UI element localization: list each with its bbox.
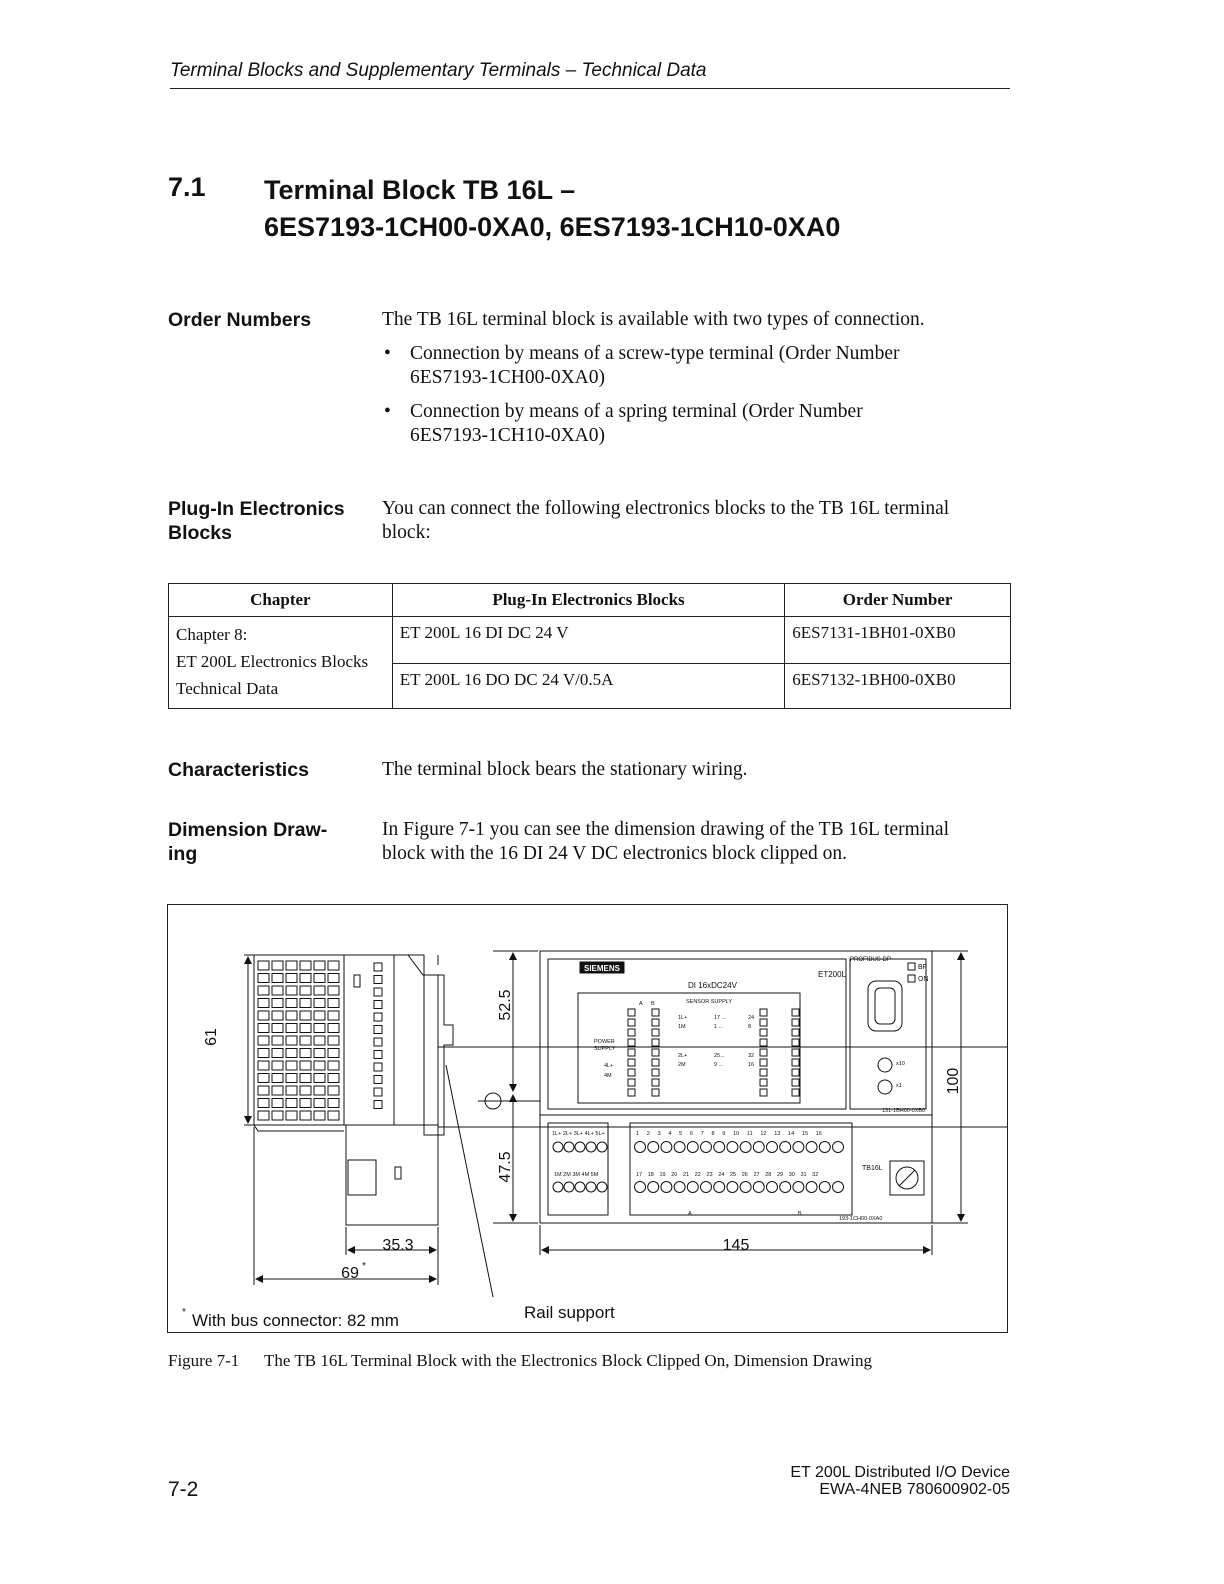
- side-latch-cell: [374, 976, 382, 984]
- led-indicator: [760, 1059, 767, 1066]
- running-header-title: Terminal Blocks and Supplementary Terminals – Technical Data: [170, 60, 707, 81]
- dim-69-star: *: [362, 1261, 366, 1272]
- led-indicator: [628, 1069, 635, 1076]
- signal-bottom-labels: 17 18 19 20 21 22 23 24 25 26 27 28 29 30 31 32: [636, 1172, 819, 1178]
- terminal-rows: [553, 1142, 844, 1193]
- side-contour: [394, 955, 438, 1135]
- signal-terminal: [635, 1182, 646, 1193]
- grid-cell: [286, 999, 297, 1008]
- grid-cell: [300, 999, 311, 1008]
- side-cover-grid: [258, 961, 382, 1120]
- led-indicator: [652, 1039, 659, 1046]
- grid-cell: [258, 986, 269, 995]
- grid-cell: [258, 1099, 269, 1108]
- plugin-text: [382, 497, 1012, 545]
- led-indicator: [760, 1049, 767, 1056]
- table-header-order: Order Number: [785, 584, 1011, 617]
- bullet-line: • Connection by means of a spring terminal (Order Number: [410, 401, 863, 422]
- footer-document: [790, 1464, 1010, 1498]
- signal-terminal: [648, 1142, 659, 1153]
- grid-cell: [314, 986, 325, 995]
- signal-terminal: [714, 1182, 725, 1193]
- signal-terminal: [674, 1182, 685, 1193]
- led-indicator: [628, 1079, 635, 1086]
- range-16-label: 16: [748, 1062, 755, 1068]
- section-title-line1: Terminal Block TB 16L –: [264, 175, 576, 205]
- grid-cell: [286, 1111, 297, 1120]
- side-latch-cell: [374, 1063, 382, 1071]
- grid-cell: [272, 1086, 283, 1095]
- grid-cell: [314, 961, 325, 970]
- led-indicator: [792, 1019, 799, 1026]
- dimension-text: [382, 818, 1012, 866]
- signal-terminal: [806, 1182, 817, 1193]
- grid-cell: [314, 1011, 325, 1020]
- supply-terminal: [553, 1142, 563, 1152]
- table-header-row: [169, 584, 1011, 617]
- led-indicator: [760, 1089, 767, 1096]
- dimension-text-line: block with the 16 DI 24 V DC electronics block clipped on.: [382, 843, 848, 864]
- grid-cell: [272, 961, 283, 970]
- led-indicator: [628, 1019, 635, 1026]
- signal-terminal: [833, 1182, 844, 1193]
- rail-support-label: Rail support: [524, 1303, 615, 1322]
- led-indicator: [760, 1019, 767, 1026]
- plugin-text-line: block:: [382, 522, 431, 543]
- plugin-text-line: You can connect the following electronics blocks to the TB 16L terminal: [382, 498, 950, 519]
- signal-terminal: [819, 1182, 830, 1193]
- grid-cell: [258, 1111, 269, 1120]
- front-module: [540, 951, 932, 1115]
- led-indicator: [760, 1029, 767, 1036]
- led-indicator: [652, 1089, 659, 1096]
- bullet-item-screw: [382, 342, 1012, 390]
- grid-cell: [300, 1061, 311, 1070]
- grid-cell: [286, 1049, 297, 1058]
- side-latch-cell: [374, 1076, 382, 1084]
- grid-cell: [314, 1061, 325, 1070]
- led-indicator: [628, 1059, 635, 1066]
- figure-caption: [168, 1351, 872, 1371]
- m2-label: 2M: [678, 1062, 686, 1068]
- signal-terminal: [793, 1142, 804, 1153]
- signal-terminal: [661, 1142, 672, 1153]
- range-9-label: 9 ...: [714, 1062, 724, 1068]
- grid-cell: [272, 999, 283, 1008]
- led-indicator: [792, 1069, 799, 1076]
- grid-cell: [272, 1099, 283, 1108]
- grid-cell: [314, 1099, 325, 1108]
- led-indicator: [628, 1049, 635, 1056]
- side-terminal-slot: [348, 1160, 376, 1195]
- section-number: 7.1: [168, 172, 206, 202]
- side-bottom-edge: [254, 1125, 344, 1131]
- led-indicator: [628, 1009, 635, 1016]
- signal-top-labels: 1 2 3 4 5 6 7 8 9 10 11 12 13 14 15 16: [636, 1131, 822, 1137]
- led-indicator: [652, 1029, 659, 1036]
- grid-cell: [272, 1024, 283, 1033]
- signal-terminal: [753, 1182, 764, 1193]
- running-header: [170, 60, 1010, 89]
- chapter-line: Chapter 8:: [176, 625, 248, 644]
- grid-cell: [314, 999, 325, 1008]
- side-latch-cell: [374, 1026, 382, 1034]
- signal-terminal: [780, 1142, 791, 1153]
- tb-screw-slot: [899, 1170, 915, 1186]
- plugin-heading-line: Blocks: [168, 522, 232, 544]
- grid-cell: [328, 999, 339, 1008]
- signal-terminal: [806, 1142, 817, 1153]
- grid-cell: [314, 1111, 325, 1120]
- module-et200l-label: ET200L: [818, 970, 847, 979]
- bullet-line: • Connection by means of a screw-type terminal (Order Number: [410, 343, 900, 364]
- range-1-label: 1 ...: [714, 1024, 724, 1030]
- grid-cell: [328, 1074, 339, 1083]
- grid-cell: [286, 1061, 297, 1070]
- dimension-heading: [168, 818, 368, 866]
- side-latch-cell: [374, 1001, 382, 1009]
- grid-cell: [300, 1074, 311, 1083]
- led-indicator: [652, 1069, 659, 1076]
- grid-cell: [258, 1061, 269, 1070]
- grid-cell: [272, 1074, 283, 1083]
- grid-cell: [328, 1099, 339, 1108]
- supply-terminal: [564, 1142, 574, 1152]
- supply-terminal: [575, 1142, 585, 1152]
- grid-cell: [286, 1099, 297, 1108]
- rotary-x1-icon: [878, 1080, 892, 1094]
- bf-label: BF: [918, 964, 927, 971]
- grid-cell: [314, 1024, 325, 1033]
- led-indicator: [652, 1049, 659, 1056]
- rail-leader: [446, 1065, 493, 1297]
- supply-terminal: [564, 1182, 574, 1192]
- tb16l-label: TB16L: [862, 1165, 883, 1172]
- signal-terminal: [780, 1182, 791, 1193]
- supply-terminal: [553, 1182, 563, 1192]
- sensor-supply-label: SENSOR SUPPLY: [686, 999, 733, 1005]
- led-indicator: [760, 1009, 767, 1016]
- footer-doc-line2: EWA-4NEB 780600902-05: [819, 1481, 1010, 1498]
- signal-terminal: [793, 1182, 804, 1193]
- signal-terminal: [687, 1142, 698, 1153]
- supply-terminal: [597, 1182, 607, 1192]
- bf-led: [908, 963, 915, 970]
- module-type-label: DI 16xDC24V: [688, 981, 737, 990]
- grid-cell: [300, 1086, 311, 1095]
- l2-label: 2L+: [678, 1053, 688, 1059]
- chapter-line: ET 200L Electronics Blocks: [176, 652, 369, 671]
- dim-61-label: 61: [203, 1028, 220, 1046]
- grid-cell: [286, 1036, 297, 1045]
- grid-cell: [328, 1049, 339, 1058]
- signal-terminal: [740, 1182, 751, 1193]
- led-indicator: [628, 1089, 635, 1096]
- grid-cell: [258, 1049, 269, 1058]
- grid-cell: [314, 1049, 325, 1058]
- supply-label: SUPPLY: [594, 1046, 616, 1052]
- grid-cell: [300, 1049, 311, 1058]
- x1-label: x1: [896, 1083, 902, 1089]
- side-terminal-mark: [395, 1167, 401, 1179]
- range-8-label: 8: [748, 1024, 752, 1030]
- l1-label: 1L+: [678, 1015, 688, 1021]
- grid-cell: [286, 1024, 297, 1033]
- led-indicator: [792, 1039, 799, 1046]
- led-indicator: [652, 1079, 659, 1086]
- range-17-label: 17 ...: [714, 1015, 727, 1021]
- grid-cell: [272, 974, 283, 983]
- led-indicator: [628, 1039, 635, 1046]
- order-cell: 6ES7131-1BH01-0XB0: [785, 617, 1011, 664]
- x10-label: x10: [896, 1061, 905, 1067]
- supply-terminal: [586, 1182, 596, 1192]
- side-latch-cell: [374, 1088, 382, 1096]
- figure-caption-text: The TB 16L Terminal Block with the Electronics Block Clipped On, Dimension Drawing: [264, 1351, 873, 1370]
- signal-terminal: [648, 1182, 659, 1193]
- grid-cell: [258, 1036, 269, 1045]
- block-cell: ET 200L 16 DI DC 24 V: [392, 617, 784, 664]
- module-order-label: 131-1BH00-0XB0: [882, 1108, 926, 1114]
- led-indicator: [760, 1069, 767, 1076]
- led-indicator: [652, 1019, 659, 1026]
- side-slot: [354, 975, 360, 987]
- grid-cell: [300, 974, 311, 983]
- led-indicator: [792, 1009, 799, 1016]
- rotary-x10-icon: [878, 1058, 892, 1072]
- grid-cell: [328, 1061, 339, 1070]
- grid-cell: [286, 961, 297, 970]
- grid-cell: [258, 1086, 269, 1095]
- grid-cell: [300, 961, 311, 970]
- grid-cell: [286, 1086, 297, 1095]
- grid-cell: [286, 1074, 297, 1083]
- signal-terminal: [740, 1142, 751, 1153]
- grid-cell: [258, 961, 269, 970]
- side-latch-cell: [374, 988, 382, 996]
- siemens-logo-text: SIEMENS: [583, 964, 621, 973]
- dim-52-5-label: 52.5: [497, 989, 514, 1021]
- order-numbers-intro: The TB 16L terminal block is available with two types of connection.: [382, 309, 925, 330]
- range-32-label: 32: [748, 1053, 755, 1059]
- signal-terminal: [753, 1142, 764, 1153]
- side-terminal-body: [346, 1125, 438, 1225]
- grid-cell: [272, 1011, 283, 1020]
- on-led: [908, 975, 915, 982]
- led-indicator: [628, 1029, 635, 1036]
- grid-cell: [300, 986, 311, 995]
- section-title-line2: 6ES7193-1CH00-0XA0, 6ES7193-1CH10-0XA0: [264, 212, 841, 242]
- grid-cell: [272, 1061, 283, 1070]
- grid-cell: [258, 999, 269, 1008]
- m1-label: 1M: [678, 1024, 686, 1030]
- dim-145-label: 145: [722, 1237, 750, 1254]
- signal-terminal: [701, 1182, 712, 1193]
- signal-terminal: [687, 1182, 698, 1193]
- plugin-heading: [168, 497, 368, 545]
- grid-cell: [328, 1011, 339, 1020]
- grid-cell: [272, 986, 283, 995]
- grid-cell: [258, 1074, 269, 1083]
- supply-bottom-labels: 1M 2M 3M 4M 5M: [554, 1172, 599, 1178]
- characteristics-text: The terminal block bears the stationary wiring.: [382, 759, 748, 780]
- led-indicator: [652, 1009, 659, 1016]
- side-latch-cell: [374, 963, 382, 971]
- led-indicator: [760, 1039, 767, 1046]
- front-outline: [540, 951, 932, 1223]
- side-latch-cell: [374, 1038, 382, 1046]
- grid-cell: [300, 1011, 311, 1020]
- side-latch-cell: [374, 1101, 382, 1109]
- signal-terminal: [767, 1182, 778, 1193]
- led-indicator: [792, 1079, 799, 1086]
- order-numbers-heading: Order Numbers: [168, 309, 312, 331]
- terminal-a-label: A: [688, 1211, 692, 1217]
- dimension-figure: [167, 904, 1008, 1333]
- block-cell: ET 200L 16 DO DC 24 V/0.5A: [392, 663, 784, 708]
- front-view: [540, 951, 932, 1223]
- led-indicator: [792, 1059, 799, 1066]
- on-label: ON: [918, 976, 929, 983]
- dim-100-label: 100: [945, 1067, 962, 1095]
- side-side: [394, 955, 424, 1125]
- grid-cell: [328, 1024, 339, 1033]
- led-indicator: [652, 1059, 659, 1066]
- signal-terminal: [674, 1142, 685, 1153]
- grid-cell: [314, 974, 325, 983]
- side-cover: [254, 955, 344, 1125]
- footer-doc-line1: ET 200L Distributed I/O Device: [790, 1464, 1010, 1481]
- grid-cell: [300, 1024, 311, 1033]
- grid-cell: [258, 974, 269, 983]
- power-label: POWER: [594, 1039, 615, 1045]
- grid-cell: [272, 1111, 283, 1120]
- signal-terminal: [727, 1182, 738, 1193]
- figure-caption-number: Figure 7-1: [168, 1351, 240, 1370]
- grid-cell: [300, 1099, 311, 1108]
- chapter-line: Technical Data: [176, 679, 279, 698]
- led-indicator: [792, 1029, 799, 1036]
- table-header-chapter: Chapter: [169, 584, 393, 617]
- side-clip: [438, 975, 453, 1135]
- led-indicator: [760, 1079, 767, 1086]
- grid-cell: [272, 1049, 283, 1058]
- table-row: [169, 617, 1011, 664]
- bullet-item-spring: [382, 400, 1012, 448]
- side-body: [344, 955, 394, 1125]
- grid-cell: [258, 1011, 269, 1020]
- led-indicator: [792, 1049, 799, 1056]
- grid-cell: [314, 1074, 325, 1083]
- dim-35-3-label: 35.3: [382, 1237, 414, 1254]
- page-number: 7-2: [168, 1478, 199, 1501]
- table-header-blocks: Plug-In Electronics Blocks: [392, 584, 784, 617]
- grid-cell: [272, 1036, 283, 1045]
- bullet-line: 6ES7193-1CH00-0XA0): [410, 367, 605, 388]
- side-latch-cell: [374, 1013, 382, 1021]
- grid-cell: [328, 1086, 339, 1095]
- grid-cell: [300, 1111, 311, 1120]
- grid-cell: [328, 986, 339, 995]
- grid-cell: [328, 1036, 339, 1045]
- grid-cell: [300, 1036, 311, 1045]
- profibus-label: PROFIBUS-DP: [850, 957, 892, 963]
- range-25-label: 25...: [714, 1053, 725, 1059]
- dim-69-label: 69: [341, 1265, 359, 1282]
- footnote-text: With bus connector: 82 mm: [192, 1311, 399, 1330]
- range-24-label: 24: [748, 1015, 755, 1021]
- dimension-text-line: In Figure 7-1 you can see the dimension drawing of the TB 16L terminal: [382, 819, 949, 840]
- m4-label: 4M: [604, 1073, 612, 1079]
- grid-cell: [258, 1024, 269, 1033]
- l4-label: 4L+: [604, 1063, 614, 1069]
- signal-terminal: [714, 1142, 725, 1153]
- column-b-label: B: [651, 1001, 655, 1007]
- signal-terminal: [661, 1182, 672, 1193]
- order-cell: 6ES7132-1BH00-0XB0: [785, 663, 1011, 708]
- grid-cell: [328, 974, 339, 983]
- terminal-b-label: B: [798, 1211, 802, 1217]
- signal-terminal: [767, 1142, 778, 1153]
- order-numbers-body: [382, 308, 1012, 448]
- plugin-heading-line: Plug-In Electronics: [168, 498, 345, 520]
- dimension-drawing: [168, 905, 1007, 1332]
- bullet-line: 6ES7193-1CH10-0XA0): [410, 425, 605, 446]
- dimension-heading-line: Dimension Draw-: [168, 819, 328, 841]
- side-view: [254, 955, 453, 1225]
- led-indicator: [792, 1089, 799, 1096]
- dimension-heading-line: ing: [168, 843, 198, 865]
- signal-terminal: [727, 1142, 738, 1153]
- supply-terminal: [597, 1142, 607, 1152]
- electronics-blocks-table: [168, 583, 1011, 709]
- signal-terminal: [701, 1142, 712, 1153]
- dsub-inner: [875, 988, 895, 1024]
- signal-terminal: [635, 1142, 646, 1153]
- footnote-star: *: [182, 1307, 186, 1318]
- characteristics-heading: Characteristics: [168, 759, 309, 781]
- grid-cell: [286, 1011, 297, 1020]
- supply-top-labels: 1L+ 2L+ 3L+ 4L+ 5L+: [552, 1131, 605, 1137]
- grid-cell: [314, 1086, 325, 1095]
- supply-terminal: [575, 1182, 585, 1192]
- signal-terminal: [833, 1142, 844, 1153]
- grid-cell: [314, 1036, 325, 1045]
- supply-terminal: [586, 1142, 596, 1152]
- grid-cell: [286, 986, 297, 995]
- dim-47-5-label: 47.5: [497, 1151, 514, 1183]
- signal-terminal: [819, 1142, 830, 1153]
- column-a-label: A: [639, 1001, 643, 1007]
- section-title: [264, 172, 840, 246]
- grid-cell: [328, 961, 339, 970]
- grid-cell: [328, 1111, 339, 1120]
- grid-cell: [286, 974, 297, 983]
- side-latch-cell: [374, 1051, 382, 1059]
- chapter-cell: [169, 617, 393, 709]
- tb-order-label: 193-1CH00-0XA0: [839, 1216, 883, 1222]
